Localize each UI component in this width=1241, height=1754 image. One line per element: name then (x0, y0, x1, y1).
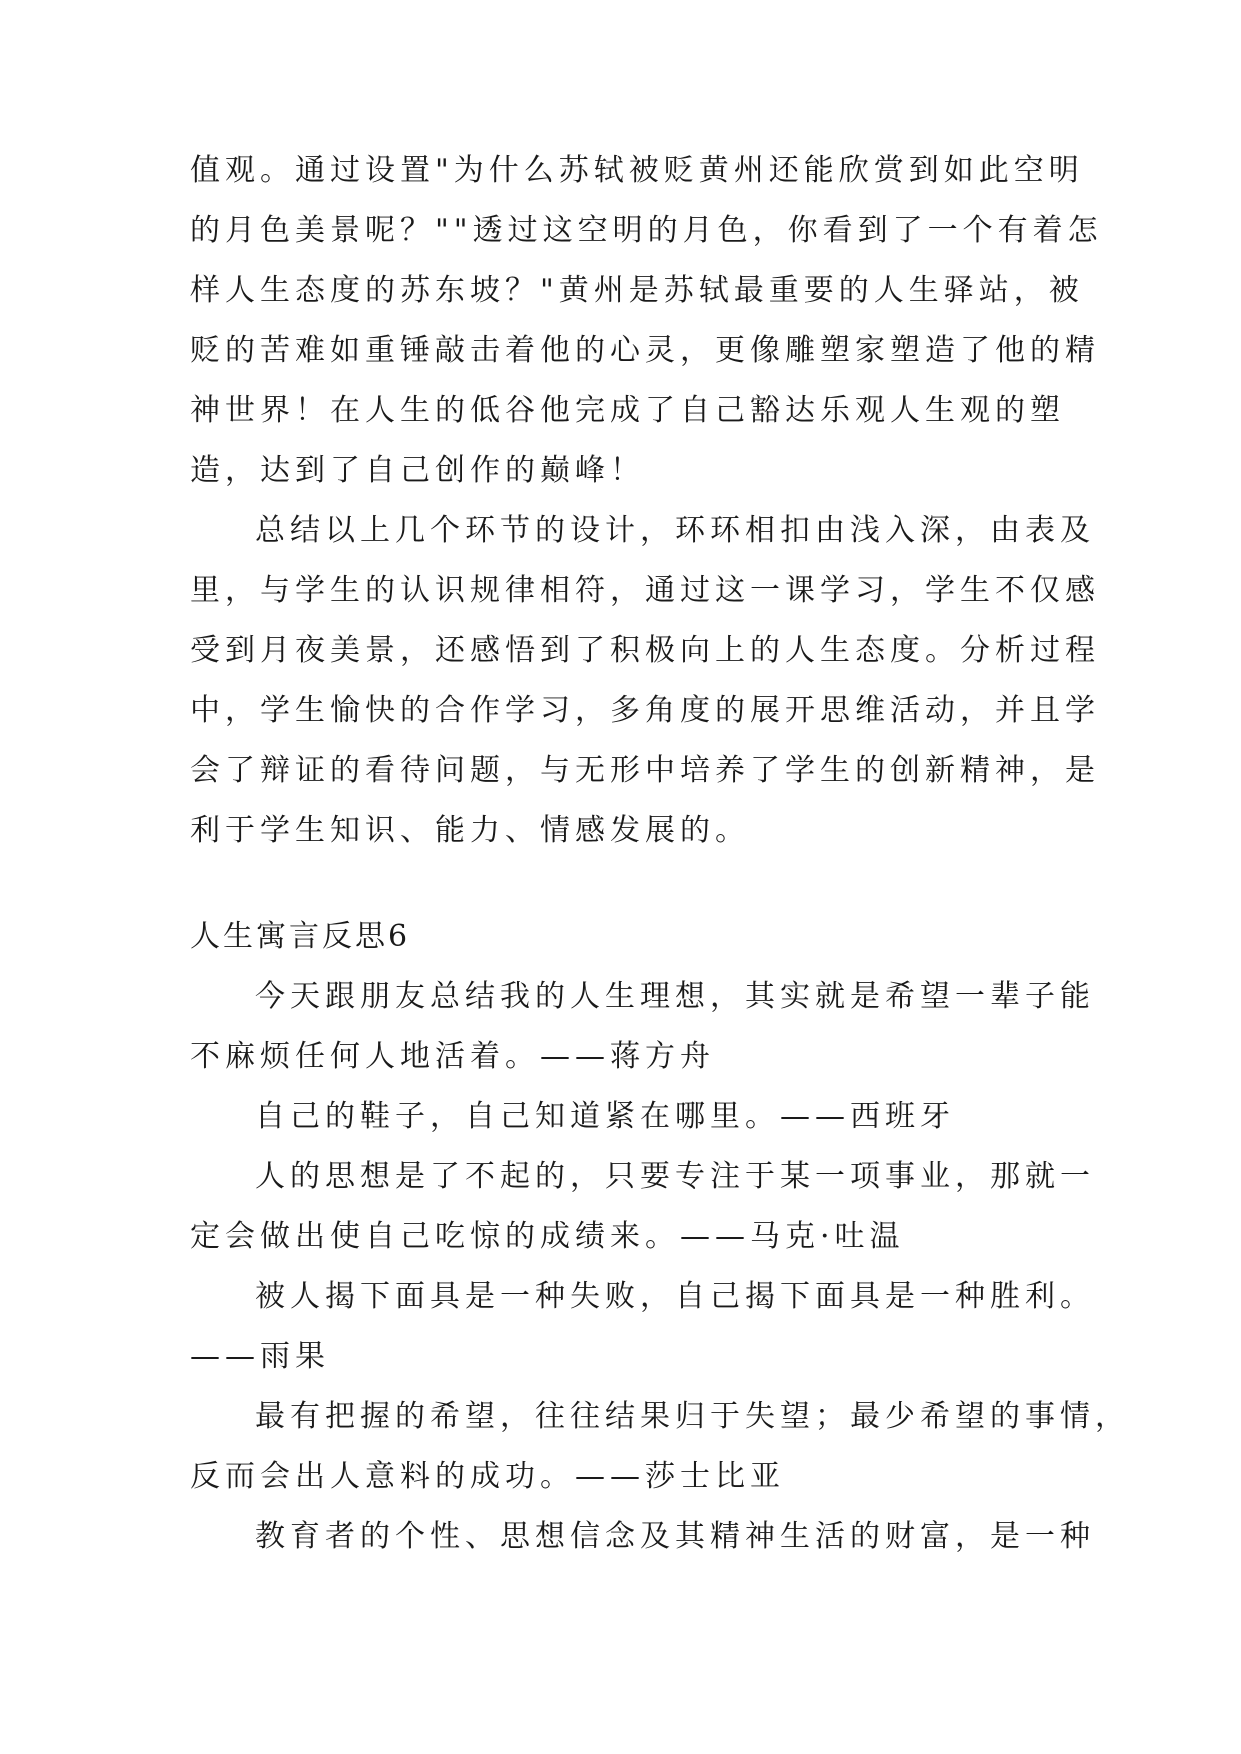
quote-1-line-1: 今天跟朋友总结我的人生理想，其实就是希望一辈子能 (255, 979, 1095, 1014)
paragraph-2-line-2: 里，与学生的认识规律相符，通过这一课学习，学生不仅感 (190, 573, 1100, 608)
quote-3-line-2: 定会做出使自己吃惊的成绩来。——马克·吐温 (190, 1219, 905, 1254)
section-heading: 人生寓言反思6 (190, 919, 411, 954)
quote-2-line-1: 自己的鞋子，自己知道紧在哪里。——西班牙 (255, 1099, 955, 1134)
quote-6-line-1: 教育者的个性、思想信念及其精神生活的财富，是一种 (255, 1519, 1095, 1554)
quote-3-line-1: 人的思想是了不起的，只要专注于某一项事业，那就一 (255, 1159, 1095, 1194)
quote-1-line-2: 不麻烦任何人地活着。——蒋方舟 (190, 1039, 715, 1074)
paragraph-1-line-3: 样人生态度的苏东坡？"黄州是苏轼最重要的人生驿站，被 (190, 273, 1084, 308)
paragraph-2-line-1: 总结以上几个环节的设计，环环相扣由浅入深，由表及 (255, 513, 1095, 548)
paragraph-2-line-5: 会了辩证的看待问题，与无形中培养了学生的创新精神，是 (190, 753, 1100, 788)
quote-5-line-1: 最有把握的希望，往往结果归于失望；最少希望的事情， (255, 1399, 1130, 1434)
paragraph-1-line-6: 造，达到了自己创作的巅峰！ (190, 453, 645, 488)
paragraph-2-line-6: 利于学生知识、能力、情感发展的。 (190, 813, 750, 848)
paragraph-2-line-4: 中，学生愉快的合作学习，多角度的展开思维活动，并且学 (190, 693, 1100, 728)
paragraph-1-line-1: 值观。通过设置"为什么苏轼被贬黄州还能欣赏到如此空明 (190, 153, 1084, 188)
paragraph-1-line-2: 的月色美景呢？""透过这空明的月色，你看到了一个有着怎 (190, 213, 1103, 248)
quote-5-line-2: 反而会出人意料的成功。——莎士比亚 (190, 1459, 785, 1494)
paragraph-1-line-4: 贬的苦难如重锤敲击着他的心灵，更像雕塑家塑造了他的精 (190, 333, 1100, 368)
quote-4-line-2: ——雨果 (190, 1339, 330, 1374)
quote-4-line-1: 被人揭下面具是一种失败，自己揭下面具是一种胜利。 (255, 1279, 1095, 1314)
paragraph-2-line-3: 受到月夜美景，还感悟到了积极向上的人生态度。分析过程 (190, 633, 1100, 668)
paragraph-1-line-5: 神世界！在人生的低谷他完成了自己豁达乐观人生观的塑 (190, 393, 1065, 428)
